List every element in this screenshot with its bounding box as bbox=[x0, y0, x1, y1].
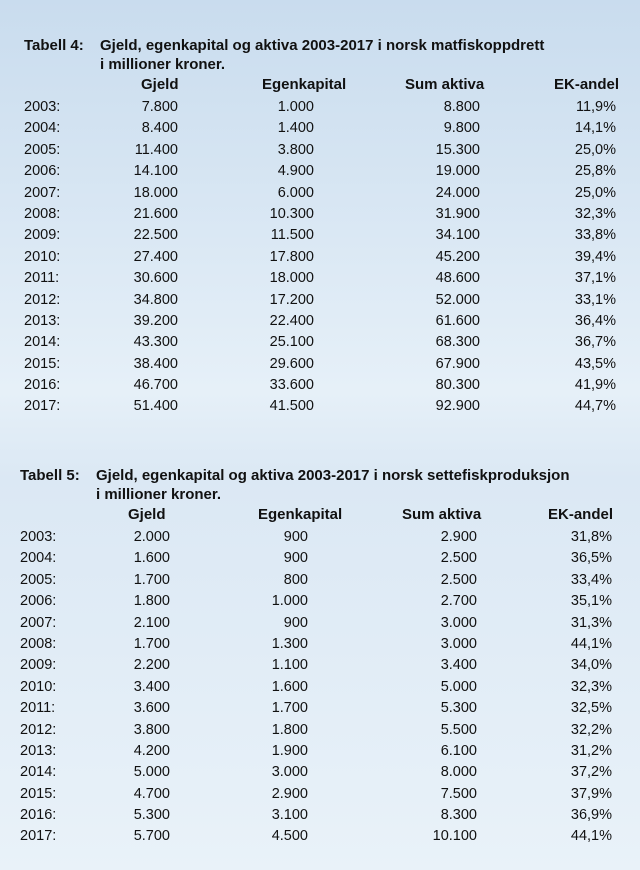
gjeld-cell: 2.000 bbox=[133, 529, 170, 545]
table-row bbox=[0, 570, 640, 591]
egenkapital-cell: 6.000 bbox=[277, 184, 314, 201]
year-cell: 2014: bbox=[20, 764, 57, 781]
table-title-line2: i millioner kroner. bbox=[96, 486, 222, 503]
year-cell: 2012: bbox=[24, 291, 61, 308]
ek-andel-cell: 32,2% bbox=[570, 721, 612, 738]
header-ek-andel: EK-andel bbox=[548, 506, 614, 523]
sum-aktiva-cell: 6.100 bbox=[440, 742, 477, 759]
ek-andel-cell: 39,4% bbox=[574, 248, 616, 265]
gjeld-cell: 1.600 bbox=[133, 550, 170, 567]
table-label: Tabell 4: bbox=[24, 37, 84, 54]
sum-aktiva-cell: 8.000 bbox=[440, 764, 477, 781]
gjeld-cell: 2.200 bbox=[133, 657, 170, 674]
sum-aktiva-cell: 67.900 bbox=[435, 355, 480, 372]
egenkapital-cell: 1.000 bbox=[271, 593, 308, 610]
table-row bbox=[0, 268, 640, 289]
gjeld-cell: 18.000 bbox=[133, 184, 178, 201]
year-cell: 2009: bbox=[24, 227, 61, 244]
year-cell: 2017: bbox=[24, 398, 61, 415]
table-row bbox=[0, 183, 640, 204]
egenkapital-cell: 18.000 bbox=[269, 270, 314, 287]
gjeld-cell: 5.300 bbox=[133, 807, 170, 824]
year-cell: 2004: bbox=[24, 120, 61, 137]
sum-aktiva-cell: 5.000 bbox=[440, 678, 477, 695]
table-row bbox=[0, 698, 640, 719]
table-row bbox=[0, 655, 640, 676]
sum-aktiva-cell: 5.500 bbox=[440, 721, 477, 738]
sum-aktiva-cell: 8.800 bbox=[443, 99, 480, 115]
sum-aktiva-cell: 5.300 bbox=[440, 700, 477, 717]
gjeld-cell: 21.600 bbox=[133, 205, 178, 222]
ek-andel-cell: 33,1% bbox=[574, 291, 616, 308]
sum-aktiva-cell: 15.300 bbox=[435, 141, 480, 158]
table-row bbox=[0, 290, 640, 311]
year-cell: 2003: bbox=[24, 99, 61, 115]
table-row bbox=[0, 332, 640, 353]
table-4 bbox=[0, 36, 640, 418]
sum-aktiva-cell: 31.900 bbox=[435, 205, 480, 222]
ek-andel-cell: 37,9% bbox=[570, 785, 612, 802]
sum-aktiva-cell: 52.000 bbox=[435, 291, 480, 308]
ek-andel-cell: 11,9% bbox=[575, 99, 616, 115]
table-row bbox=[0, 527, 640, 548]
table-row bbox=[0, 741, 640, 762]
year-cell: 2007: bbox=[24, 184, 61, 201]
ek-andel-cell: 25,8% bbox=[574, 163, 616, 180]
egenkapital-cell: 3.000 bbox=[271, 764, 308, 781]
sum-aktiva-cell: 7.500 bbox=[440, 785, 477, 802]
ek-andel-cell: 35,1% bbox=[570, 593, 612, 610]
sum-aktiva-cell: 61.600 bbox=[435, 312, 480, 329]
table-row bbox=[0, 396, 640, 417]
table-row bbox=[0, 634, 640, 655]
egenkapital-cell: 1.400 bbox=[277, 120, 314, 137]
table-row bbox=[0, 548, 640, 569]
egenkapital-cell: 17.800 bbox=[269, 248, 314, 265]
gjeld-cell: 14.100 bbox=[133, 163, 178, 180]
table-5 bbox=[0, 466, 640, 848]
table-title-line1: Gjeld, egenkapital og aktiva 2003-2017 i norsk matfiskoppdrett bbox=[100, 37, 545, 54]
year-cell: 2004: bbox=[20, 550, 57, 567]
year-cell: 2011: bbox=[24, 270, 60, 287]
gjeld-cell: 43.300 bbox=[133, 334, 178, 351]
egenkapital-cell: 3.100 bbox=[271, 807, 308, 824]
gjeld-cell: 4.700 bbox=[133, 785, 170, 802]
gjeld-cell: 1.800 bbox=[133, 593, 170, 610]
header-sum-aktiva: Sum aktiva bbox=[402, 506, 482, 523]
egenkapital-cell: 25.100 bbox=[269, 334, 314, 351]
header-gjeld: Gjeld bbox=[128, 506, 166, 523]
table-title-line1: Gjeld, egenkapital og aktiva 2003-2017 i norsk settefiskproduksjon bbox=[96, 467, 570, 484]
year-cell: 2006: bbox=[24, 163, 61, 180]
egenkapital-cell: 4.500 bbox=[271, 828, 308, 845]
ek-andel-cell: 31,3% bbox=[570, 614, 612, 631]
ek-andel-cell: 31,8% bbox=[570, 529, 612, 545]
year-cell: 2007: bbox=[20, 614, 57, 631]
sum-aktiva-cell: 92.900 bbox=[435, 398, 480, 415]
table-header bbox=[0, 506, 640, 527]
ek-andel-cell: 25,0% bbox=[574, 184, 616, 201]
gjeld-cell: 2.100 bbox=[133, 614, 170, 631]
ek-andel-cell: 36,7% bbox=[574, 334, 616, 351]
gjeld-cell: 46.700 bbox=[133, 377, 178, 394]
ek-andel-cell: 31,2% bbox=[570, 742, 612, 759]
year-cell: 2011: bbox=[20, 700, 56, 717]
table-row bbox=[0, 375, 640, 396]
ek-andel-cell: 33,4% bbox=[570, 571, 612, 588]
ek-andel-cell: 37,2% bbox=[570, 764, 612, 781]
header-sum-aktiva: Sum aktiva bbox=[405, 76, 485, 93]
year-cell: 2003: bbox=[20, 529, 57, 545]
egenkapital-cell: 33.600 bbox=[269, 377, 314, 394]
ek-andel-cell: 32,3% bbox=[570, 678, 612, 695]
egenkapital-cell: 1.300 bbox=[271, 635, 308, 652]
year-cell: 2015: bbox=[24, 355, 61, 372]
sum-aktiva-cell: 34.100 bbox=[435, 227, 480, 244]
egenkapital-cell: 1.800 bbox=[271, 721, 308, 738]
egenkapital-cell: 800 bbox=[283, 571, 308, 588]
year-cell: 2014: bbox=[24, 334, 61, 351]
table-row bbox=[0, 204, 640, 225]
sum-aktiva-cell: 68.300 bbox=[435, 334, 480, 351]
sum-aktiva-cell: 9.800 bbox=[443, 120, 480, 137]
sum-aktiva-cell: 19.000 bbox=[435, 163, 480, 180]
year-cell: 2005: bbox=[20, 571, 57, 588]
gjeld-cell: 5.700 bbox=[133, 828, 170, 845]
ek-andel-cell: 32,3% bbox=[574, 205, 616, 222]
ek-andel-cell: 43,5% bbox=[574, 355, 616, 372]
ek-andel-cell: 44,1% bbox=[570, 828, 612, 845]
ek-andel-cell: 36,9% bbox=[570, 807, 612, 824]
table-row bbox=[0, 677, 640, 698]
table-row bbox=[0, 97, 640, 118]
gjeld-cell: 34.800 bbox=[133, 291, 178, 308]
sum-aktiva-cell: 10.100 bbox=[432, 828, 477, 845]
ek-andel-cell: 36,4% bbox=[574, 312, 616, 329]
egenkapital-cell: 900 bbox=[283, 550, 308, 567]
header-egenkapital: Egenkapital bbox=[262, 76, 347, 93]
egenkapital-cell: 1.600 bbox=[271, 678, 308, 695]
egenkapital-cell: 3.800 bbox=[277, 141, 314, 158]
sum-aktiva-cell: 2.500 bbox=[440, 550, 477, 567]
gjeld-cell: 27.400 bbox=[133, 248, 178, 265]
gjeld-cell: 3.600 bbox=[133, 700, 170, 717]
year-cell: 2016: bbox=[24, 377, 61, 394]
egenkapital-cell: 29.600 bbox=[269, 355, 314, 372]
egenkapital-cell: 1.900 bbox=[271, 742, 308, 759]
year-cell: 2017: bbox=[20, 828, 57, 845]
sum-aktiva-cell: 2.500 bbox=[440, 571, 477, 588]
sum-aktiva-cell: 3.400 bbox=[440, 657, 477, 674]
ek-andel-cell: 44,1% bbox=[570, 635, 612, 652]
egenkapital-cell: 900 bbox=[283, 614, 308, 631]
ek-andel-cell: 34,0% bbox=[570, 657, 612, 674]
egenkapital-cell: 22.400 bbox=[269, 312, 314, 329]
table-row bbox=[0, 140, 640, 161]
table-row bbox=[0, 720, 640, 741]
egenkapital-cell: 4.900 bbox=[277, 163, 314, 180]
table-body bbox=[0, 97, 640, 418]
ek-andel-cell: 25,0% bbox=[574, 141, 616, 158]
gjeld-cell: 3.400 bbox=[133, 678, 170, 695]
egenkapital-cell: 11.500 bbox=[270, 227, 314, 244]
ek-andel-cell: 33,8% bbox=[574, 227, 616, 244]
sum-aktiva-cell: 2.900 bbox=[440, 529, 477, 545]
gjeld-cell: 38.400 bbox=[133, 355, 178, 372]
ek-andel-cell: 41,9% bbox=[574, 377, 616, 394]
year-cell: 2005: bbox=[24, 141, 61, 158]
table-row bbox=[0, 118, 640, 139]
gjeld-cell: 1.700 bbox=[133, 571, 170, 588]
sum-aktiva-cell: 8.300 bbox=[440, 807, 477, 824]
gjeld-cell: 3.800 bbox=[133, 721, 170, 738]
gjeld-cell: 1.700 bbox=[133, 635, 170, 652]
ek-andel-cell: 44,7% bbox=[574, 398, 616, 415]
sum-aktiva-cell: 24.000 bbox=[435, 184, 480, 201]
table-row bbox=[0, 225, 640, 246]
table-header bbox=[0, 76, 640, 97]
sum-aktiva-cell: 45.200 bbox=[435, 248, 480, 265]
table-title-line2: i millioner kroner. bbox=[100, 56, 226, 73]
year-cell: 2006: bbox=[20, 593, 57, 610]
gjeld-cell: 22.500 bbox=[133, 227, 178, 244]
gjeld-cell: 7.800 bbox=[141, 99, 178, 115]
ek-andel-cell: 36,5% bbox=[570, 550, 612, 567]
year-cell: 2016: bbox=[20, 807, 57, 824]
year-cell: 2013: bbox=[24, 312, 61, 329]
sum-aktiva-cell: 80.300 bbox=[435, 377, 480, 394]
table-row bbox=[0, 247, 640, 268]
egenkapital-cell: 1.700 bbox=[271, 700, 308, 717]
table-row bbox=[0, 161, 640, 182]
table-row bbox=[0, 762, 640, 783]
table-row bbox=[0, 311, 640, 332]
sum-aktiva-cell: 3.000 bbox=[440, 635, 477, 652]
gjeld-cell: 30.600 bbox=[133, 270, 178, 287]
year-cell: 2010: bbox=[20, 678, 57, 695]
year-cell: 2008: bbox=[24, 205, 61, 222]
egenkapital-cell: 900 bbox=[283, 529, 308, 545]
table-row bbox=[0, 613, 640, 634]
egenkapital-cell: 41.500 bbox=[269, 398, 314, 415]
table-row bbox=[0, 591, 640, 612]
ek-andel-cell: 14,1% bbox=[574, 120, 616, 137]
table-row bbox=[0, 354, 640, 375]
gjeld-cell: 11.400 bbox=[134, 141, 178, 158]
sum-aktiva-cell: 3.000 bbox=[440, 614, 477, 631]
table-row bbox=[0, 805, 640, 826]
gjeld-cell: 8.400 bbox=[141, 120, 178, 137]
year-cell: 2008: bbox=[20, 635, 57, 652]
gjeld-cell: 51.400 bbox=[133, 398, 178, 415]
table-title bbox=[0, 36, 640, 76]
year-cell: 2012: bbox=[20, 721, 57, 738]
gjeld-cell: 4.200 bbox=[133, 742, 170, 759]
egenkapital-cell: 10.300 bbox=[269, 205, 314, 222]
header-egenkapital: Egenkapital bbox=[258, 506, 343, 523]
sum-aktiva-cell: 48.600 bbox=[435, 270, 480, 287]
ek-andel-cell: 37,1% bbox=[574, 270, 616, 287]
egenkapital-cell: 17.200 bbox=[269, 291, 314, 308]
year-cell: 2013: bbox=[20, 742, 57, 759]
sum-aktiva-cell: 2.700 bbox=[440, 593, 477, 610]
table-row bbox=[0, 826, 640, 847]
egenkapital-cell: 2.900 bbox=[271, 785, 308, 802]
gjeld-cell: 5.000 bbox=[133, 764, 170, 781]
gjeld-cell: 39.200 bbox=[133, 312, 178, 329]
egenkapital-cell: 1.000 bbox=[277, 99, 314, 115]
year-cell: 2015: bbox=[20, 785, 57, 802]
table-label: Tabell 5: bbox=[20, 467, 80, 484]
egenkapital-cell: 1.100 bbox=[271, 657, 308, 674]
ek-andel-cell: 32,5% bbox=[570, 700, 612, 717]
year-cell: 2010: bbox=[24, 248, 61, 265]
table-row bbox=[0, 784, 640, 805]
table-title bbox=[0, 466, 640, 506]
header-gjeld: Gjeld bbox=[141, 76, 179, 93]
year-cell: 2009: bbox=[20, 657, 57, 674]
header-ek-andel: EK-andel bbox=[554, 76, 620, 93]
table-body bbox=[0, 527, 640, 848]
